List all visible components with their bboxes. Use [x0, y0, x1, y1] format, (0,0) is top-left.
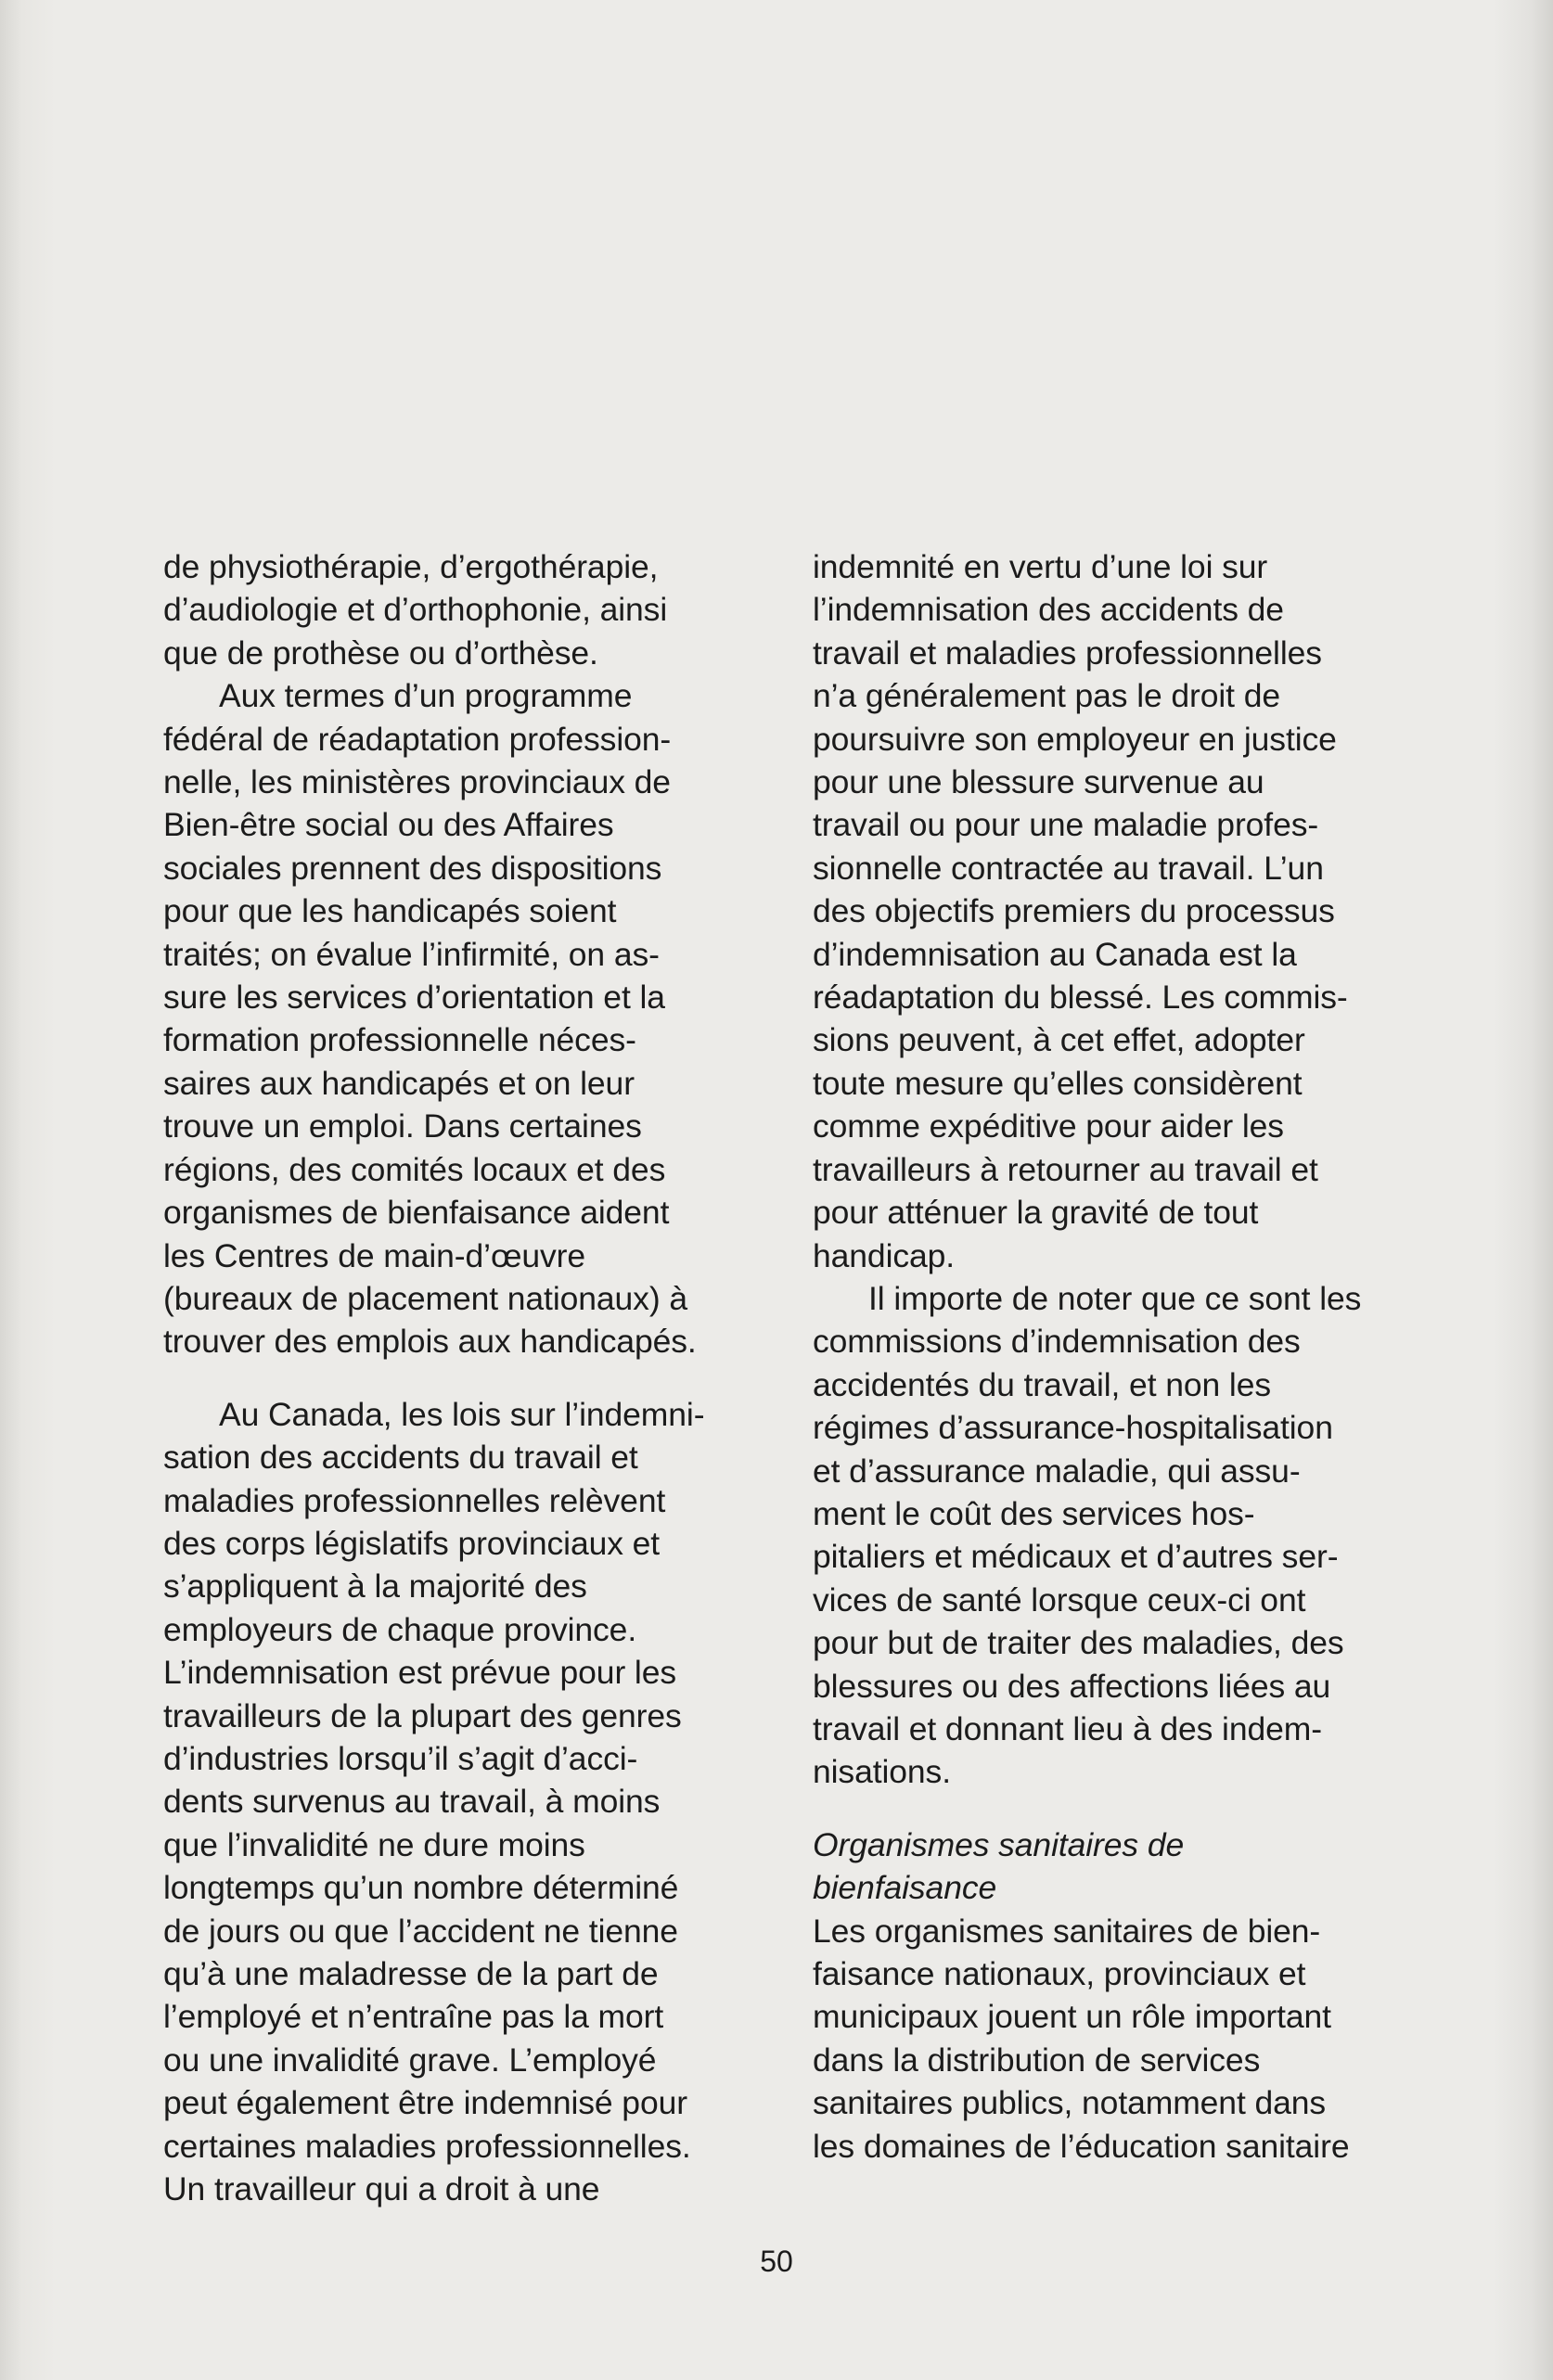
text-line: sociales prennent des dispositions — [163, 849, 662, 887]
text-line: régimes d’assurance-hospitalisation — [813, 1409, 1333, 1447]
text-line: des corps législatifs provinciaux et — [163, 1524, 661, 1562]
text-line: n’a généralement pas le droit de — [813, 677, 1280, 715]
text-line: traités; on évalue l’infirmité, on as- — [163, 935, 660, 973]
paragraph-gap — [813, 1794, 1453, 1823]
text-line: s’appliquent à la majorité des — [163, 1567, 587, 1606]
text-line: municipaux jouent un rôle important — [813, 1998, 1331, 2036]
text-line: l’indemnisation des accidents de — [813, 591, 1284, 629]
text-line: que l’invalidité ne dure moins — [163, 1825, 585, 1863]
left-text-column — [163, 545, 776, 2210]
text-line: l’employé et n’entraîne pas la mort — [163, 1998, 664, 2036]
text-line: et d’assurance maladie, qui assu- — [813, 1452, 1301, 1490]
text-line: sation des accidents du travail et — [163, 1439, 638, 1477]
text-line: travailleurs de la plupart des genres — [163, 1696, 682, 1734]
text-line: blessures ou des affections liées au — [813, 1667, 1331, 1705]
text-line: longtemps qu’un nombre déterminé — [163, 1869, 679, 1907]
text-line: pitaliers et médicaux et d’autres ser- — [813, 1538, 1339, 1576]
text-line: formation professionnelle néces- — [163, 1021, 636, 1059]
text-line: toute mesure qu’elles considèrent — [813, 1064, 1303, 1102]
text-line: sionnelle contractée au travail. L’un — [813, 849, 1324, 887]
text-line: qu’à une maladresse de la part de — [163, 1955, 659, 1992]
text-line: indemnité en vertu d’une loi sur — [813, 548, 1268, 585]
text-line: de jours ou que l’accident ne tienne — [163, 1912, 678, 1950]
text-line: Au Canada, les lois sur l’indemni- — [219, 1395, 705, 1433]
text-line: vices de santé lorsque ceux-ci ont — [813, 1580, 1306, 1619]
text-line: handicap. — [813, 1236, 956, 1274]
text-line: travail et donnant lieu à des indem- — [813, 1709, 1322, 1747]
text-line: Il importe de noter que ce sont les — [868, 1279, 1362, 1317]
text-line: Bien-être social ou des Affaires — [163, 806, 614, 844]
section-heading-line: Organismes sanitaires de — [813, 1825, 1185, 1863]
text-line: (bureaux de placement nationaux) à — [163, 1279, 687, 1317]
paragraph-gap — [163, 1363, 776, 1393]
text-line: régions, des comités locaux et des — [163, 1150, 666, 1188]
text-line: pour atténuer la gravité de tout — [813, 1194, 1259, 1232]
text-line: d’audiologie et d’orthophonie, ainsi — [163, 591, 668, 629]
text-line: d’indemnisation au Canada est la — [813, 935, 1297, 973]
text-line: les Centres de main-d’œuvre — [163, 1236, 586, 1274]
text-line: faisance nationaux, provinciaux et — [813, 1955, 1306, 1992]
text-line: d’industries lorsqu’il s’agit d’acci- — [163, 1739, 638, 1777]
text-line: que de prothèse ou d’orthèse. — [163, 633, 598, 672]
text-line: comme expéditive pour aider les — [813, 1107, 1284, 1145]
text-line: fédéral de réadaptation profession- — [163, 720, 672, 758]
text-line: nelle, les ministères provinciaux de — [163, 763, 671, 801]
text-line: dents survenus au travail, à moins — [163, 1783, 661, 1821]
text-line: pour que les handicapés soient — [163, 892, 617, 930]
text-line: Un travailleur qui a droit à une — [163, 2170, 600, 2208]
text-line: les domaines de l’éducation sanitaire — [813, 2127, 1350, 2165]
right-text-column — [813, 545, 1453, 2168]
section-heading-line: bienfaisance — [813, 1869, 997, 1907]
text-line: accidentés du travail, et non les — [813, 1365, 1271, 1403]
text-line: sions peuvent, à cet effet, adopter — [813, 1021, 1305, 1059]
text-line: travail et maladies professionnelles — [813, 633, 1322, 672]
text-line: commissions d’indemnisation des — [813, 1323, 1301, 1361]
text-line: sanitaires publics, notamment dans — [813, 2084, 1327, 2122]
text-line: trouve un emploi. Dans certaines — [163, 1107, 642, 1145]
text-line: poursuivre son employeur en justice — [813, 720, 1337, 758]
text-line: de physiothérapie, d’ergothérapie, — [163, 548, 659, 585]
page-number: 50 — [760, 2245, 793, 2278]
text-line: employeurs de chaque province. — [163, 1610, 637, 1648]
text-line: trouver des emplois aux handicapés. — [163, 1323, 697, 1361]
text-line: travail ou pour une maladie profes- — [813, 806, 1319, 844]
text-line: maladies professionnelles relèvent — [163, 1481, 666, 1519]
text-line: des objectifs premiers du processus — [813, 892, 1335, 930]
text-line: L’indemnisation est prévue pour les — [163, 1654, 677, 1692]
text-line: réadaptation du blessé. Les commis- — [813, 979, 1348, 1017]
text-line: dans la distribution de services — [813, 2041, 1261, 2079]
text-line: Aux termes d’un programme — [219, 677, 633, 715]
text-line: ment le coût des services hos- — [813, 1494, 1255, 1532]
text-line: saires aux handicapés et on leur — [163, 1064, 635, 1102]
text-line: pour but de traiter des maladies, des — [813, 1624, 1344, 1662]
text-line: ou une invalidité grave. L’employé — [163, 2041, 657, 2079]
text-line: sure les services d’orientation et la — [163, 979, 665, 1017]
text-line: organismes de bienfaisance aident — [163, 1194, 670, 1232]
text-line: peut également être indemnisé pour — [163, 2084, 687, 2122]
text-line: nisations. — [813, 1753, 951, 1791]
text-line: certaines maladies professionnelles. — [163, 2127, 691, 2165]
text-line: pour une blessure survenue au — [813, 763, 1264, 801]
text-line: Les organismes sanitaires de bien- — [813, 1912, 1321, 1950]
text-line: travailleurs à retourner au travail et — [813, 1150, 1318, 1188]
